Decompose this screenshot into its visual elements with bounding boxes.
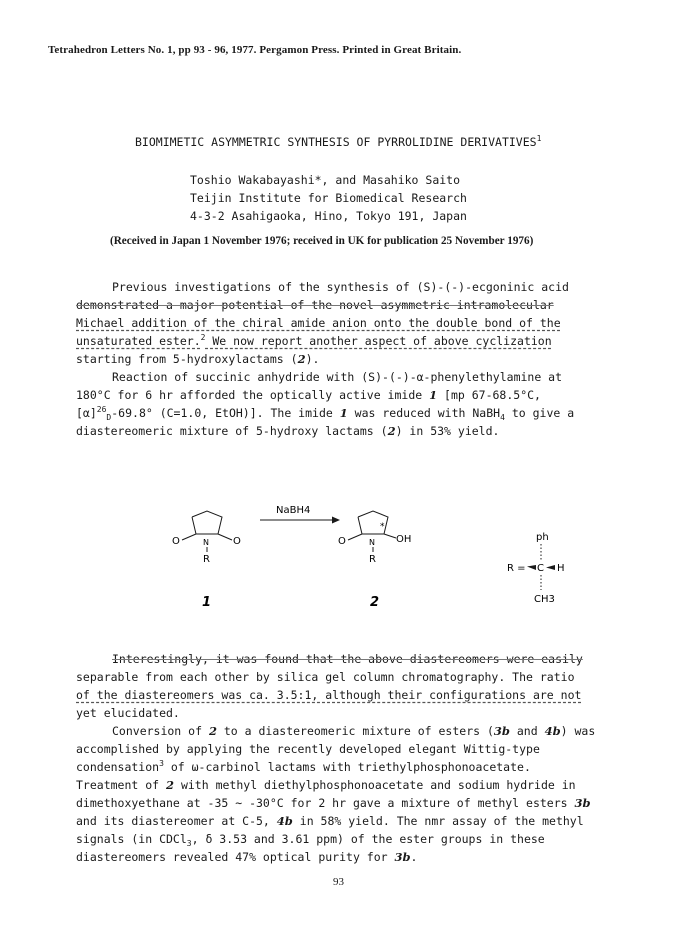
address: 4-3-2 Asahigaoka, Hino, Tokyo 191, Japan xyxy=(190,209,467,223)
lactam-n: N xyxy=(369,538,375,547)
title-footnote-ref: 1 xyxy=(536,134,542,143)
p4-line4: Treatment of 2 with methyl diethylphosphonoacetate and sodium hydride in xyxy=(76,778,576,792)
authors: Toshio Wakabayashi*, and Masahiko Saito xyxy=(190,173,461,187)
p4-line8: diastereomers revealed 47% optical purity for 3b. xyxy=(76,850,418,864)
r-def-ch3: CH3 xyxy=(534,594,555,605)
compound-label-1: 1 xyxy=(202,595,212,610)
imide-o-left: O xyxy=(172,536,180,547)
p1-line2: demonstrated a major potential of the novel asymmetric intramolecular xyxy=(76,298,554,312)
p3-line2: separable from each other by silica gel column chromatography. The ratio xyxy=(76,670,575,684)
p4-line3: condensation$^3$ of ω-carbinol lactams with triethylphosphonoacetate. xyxy=(76,759,531,774)
p1-line5: starting from 5-hydroxylactams (2). xyxy=(76,352,320,366)
p4-line5: dimethoxyethane at -35 ∼ -30°C for 2 hr gave a mixture of methyl esters 3b xyxy=(76,796,591,810)
p3-line4: yet elucidated. xyxy=(76,706,180,720)
r-def-c: C xyxy=(537,563,544,574)
p1-line1: Previous investigations of the synthesis of (S)-(-)-ecgoninic acid xyxy=(112,280,569,294)
reagent-nabh4: NaBH4 xyxy=(276,505,311,516)
paper-title: BIOMIMETIC ASYMMETRIC SYNTHESIS OF PYRROLIDINE DERIVATIVES$^1$ xyxy=(135,134,542,149)
lactam-oh: OH xyxy=(396,534,412,545)
wedge-bond-right xyxy=(546,565,555,570)
compound-label-2: 2 xyxy=(370,595,380,610)
imide-r: R xyxy=(203,554,210,565)
p2-line3: $[\alpha]^{26}_D-69.8^\circ$ (C=1.0, EtOH)]. The imide 1 was reduced with NaBH$_4$ to give a xyxy=(76,405,575,422)
p3-line3: of the diastereomers was ca. 3.5:1, although their configurations are not xyxy=(76,688,582,702)
p1-line3: Michael addition of the chiral amide anion onto the double bond of the xyxy=(76,316,561,330)
r-def-ph: ph xyxy=(536,532,549,543)
institute: Teijin Institute for Biomedical Research xyxy=(190,191,467,205)
received-dates: (Received in Japan 1 November 1976; received in UK for publication 25 November 1976) xyxy=(110,235,534,247)
p1-line4: unsaturated ester.$^2$ We now report another aspect of above cyclization xyxy=(76,333,552,348)
r-def-label: R = xyxy=(507,563,526,574)
hydroxylactam-structure xyxy=(348,511,396,540)
p3-line1: Interestingly, it was found that the above diastereomers were easily xyxy=(112,652,583,666)
page-number: 93 xyxy=(333,876,344,888)
reaction-scheme xyxy=(170,498,590,626)
r-def-h: H xyxy=(557,563,565,574)
succinimide-structure xyxy=(182,511,232,540)
p4-line6: and its diastereomer at C-5, 4b in 58% yield. The nmr assay of the methyl xyxy=(76,814,584,828)
lactam-r: R xyxy=(369,554,376,565)
wedge-bond-left xyxy=(527,565,536,570)
p2-line4: diastereomeric mixture of 5-hydroxy lactams (2) in 53% yield. xyxy=(76,424,500,438)
p4-line7: signals (in CDCl$_3$, δ 3.53 and 3.61 ppm) of the ester groups in these xyxy=(76,832,545,848)
journal-header: Tetrahedron Letters No. 1, pp 93 - 96, 1977. Pergamon Press. Printed in Great Britain. xyxy=(48,44,462,56)
p4-line1: Conversion of 2 to a diastereomeric mixture of esters (3b and 4b) was xyxy=(112,724,596,738)
imide-n: N xyxy=(203,538,209,547)
lactam-o: O xyxy=(338,536,346,547)
imide-o-right: O xyxy=(233,536,241,547)
stereo-star: * xyxy=(380,522,385,532)
p2-line2: 180°C for 6 hr afforded the optically active imide 1 [mp 67-68.5°C, xyxy=(76,388,541,402)
p4-line2: accomplished by applying the recently developed elegant Wittig-type xyxy=(76,742,540,756)
p2-line1: Reaction of succinic anhydride with (S)-(-)-α-phenylethylamine at xyxy=(112,370,563,384)
